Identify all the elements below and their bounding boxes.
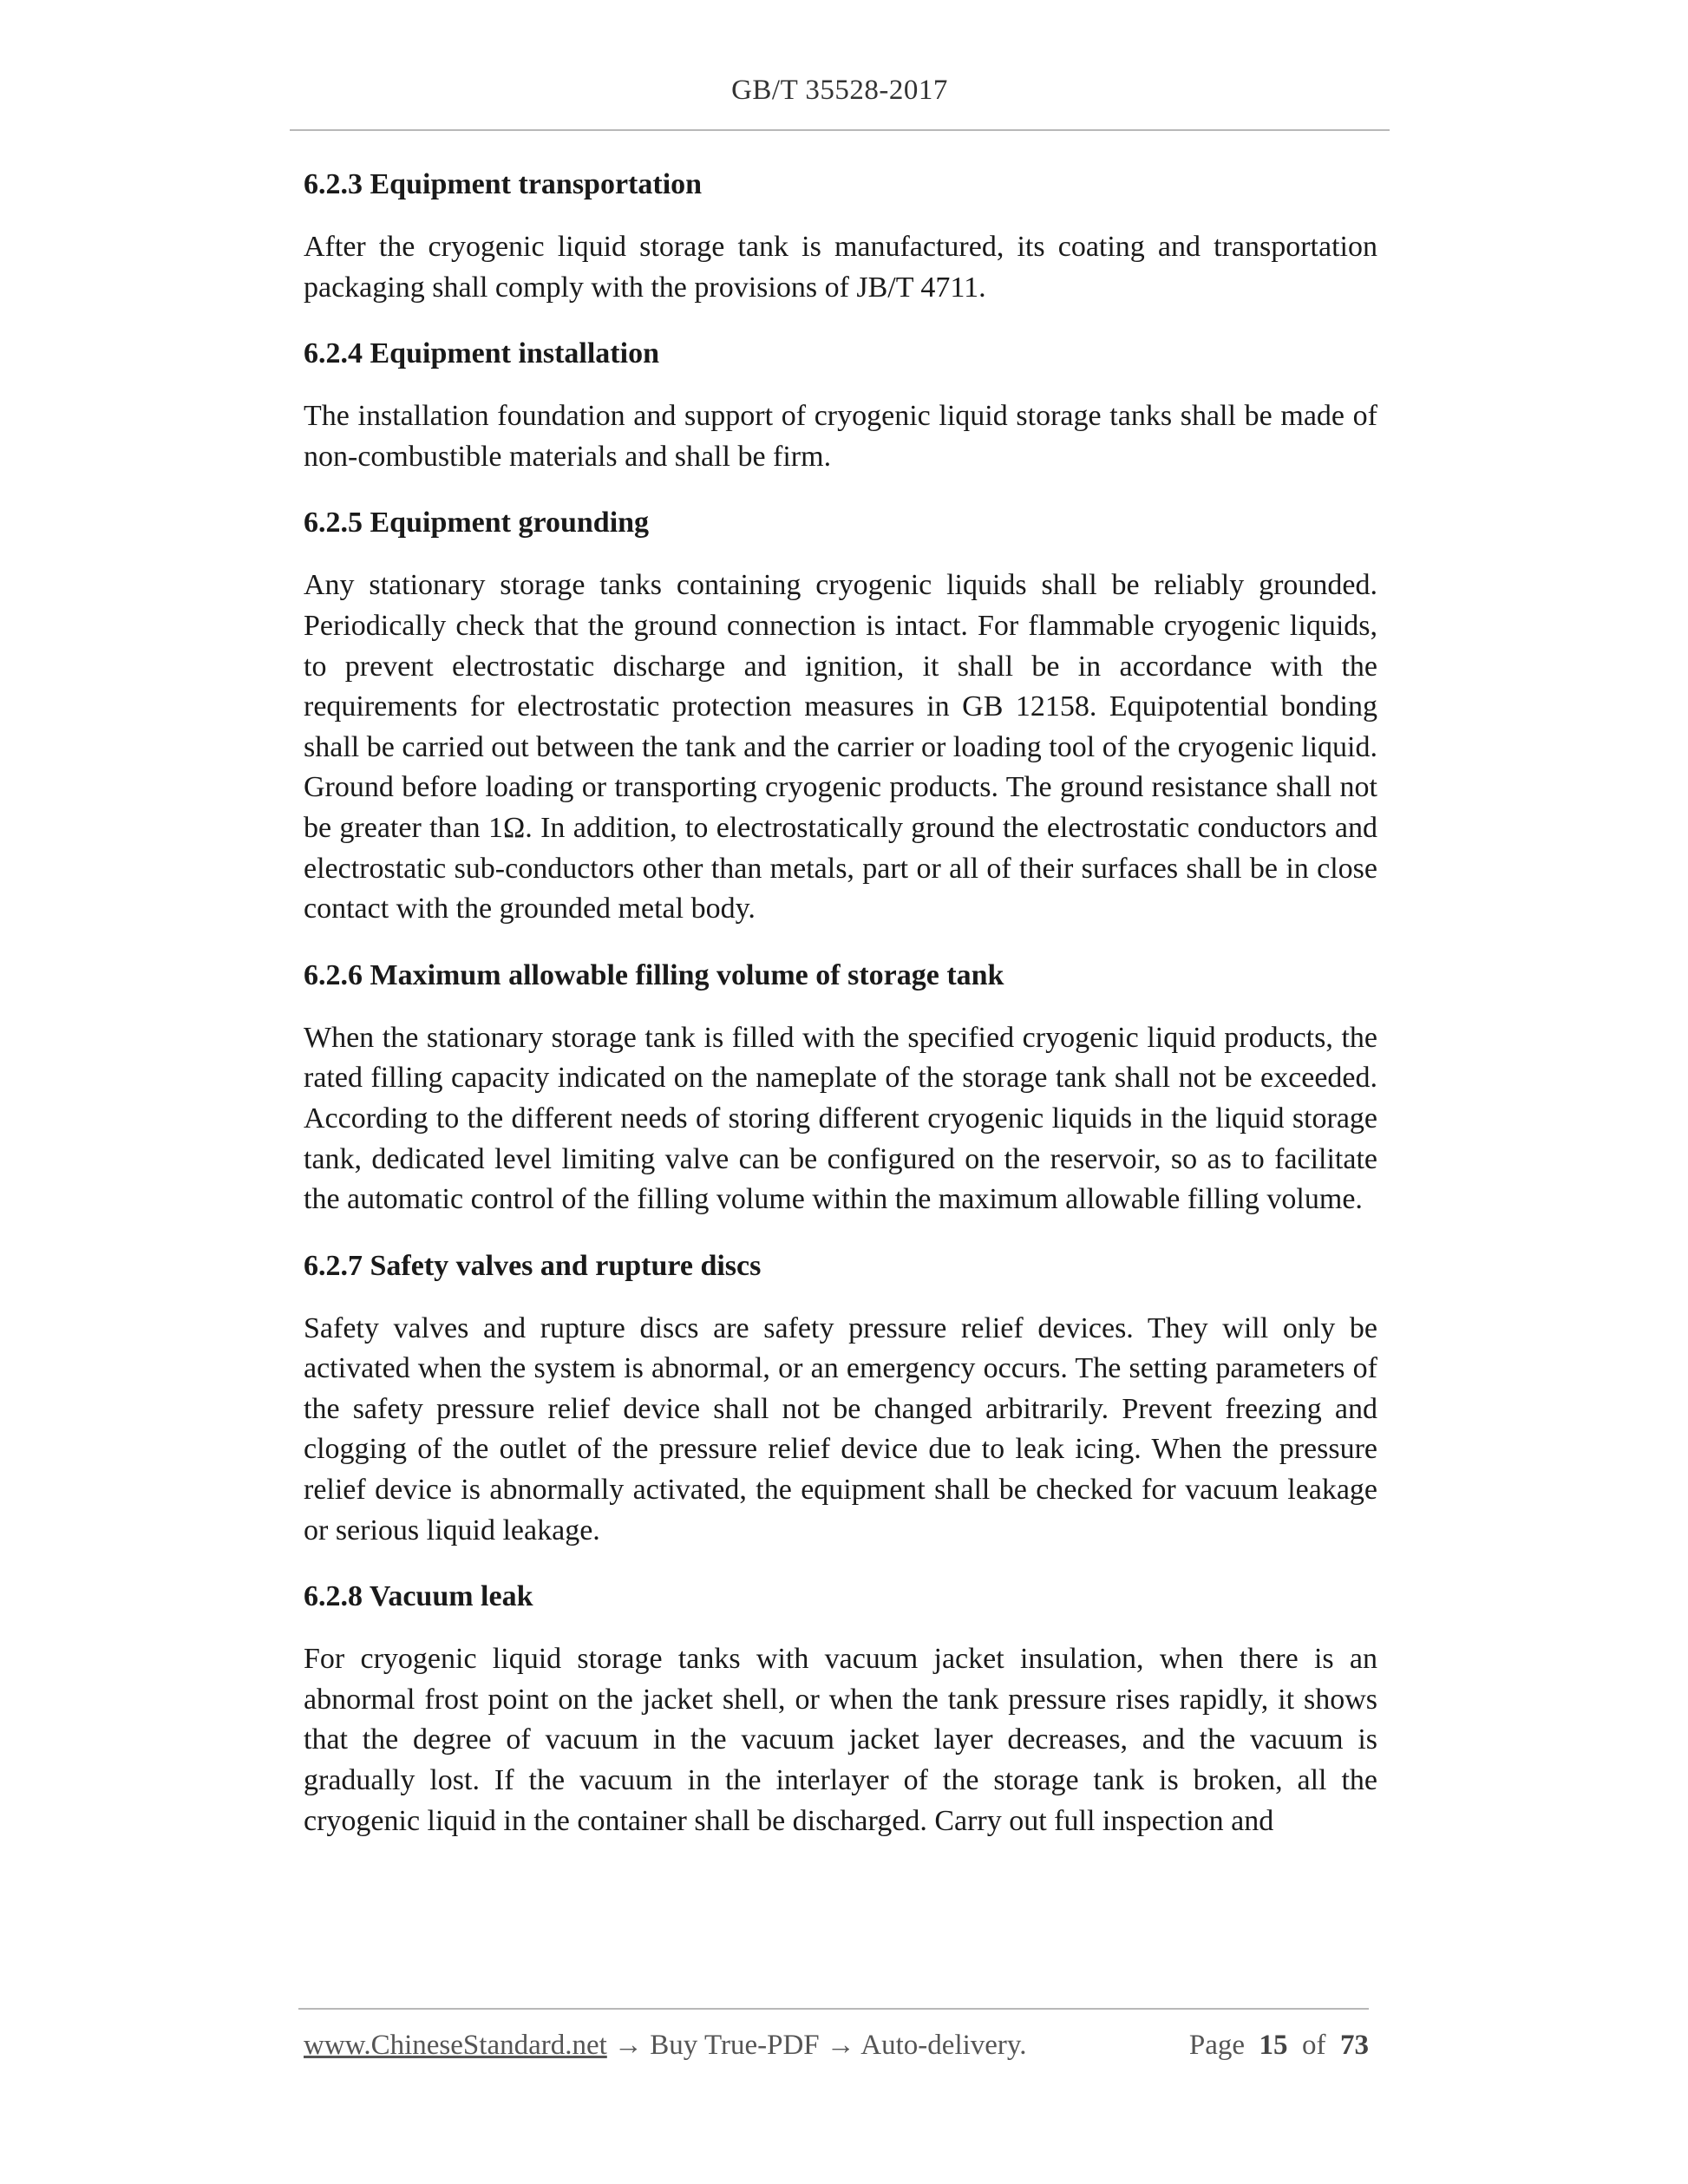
section-heading-6-2-8: 6.2.8 Vacuum leak xyxy=(304,1580,533,1613)
section-heading-6-2-3: 6.2.3 Equipment transportation xyxy=(304,168,703,200)
of-label: of xyxy=(1302,2030,1326,2061)
document-body xyxy=(304,165,1377,1867)
section-text-6-2-7: Safety valves and rupture discs are safety pressure relief devices. They will only be activated when the system is abnormal, or an emergency occurs. The setting parameters of the safety pressure relief device shall not be changed arbitrarily. Prevent freezing and clogging of the outlet of the pressure relief device due to leak icing. When the pressure relief device is abnormally activated, the equipment shall be checked for vacuum leakage or serious liquid leakage. xyxy=(304,1311,1377,1546)
section-text-6-2-3: After the cryogenic liquid storage tank is manufactured, its coating and transportation packaging shall comply with the provisions of JB/T 4711. xyxy=(304,231,1377,304)
section-heading-6-2-6: 6.2.6 Maximum allowable filling volume of storage tank xyxy=(304,958,1004,991)
total-pages: 73 xyxy=(1340,2030,1369,2061)
page-label: Page xyxy=(1188,2030,1245,2061)
section-heading-6-2-7: 6.2.7 Safety valves and rupture discs xyxy=(304,1249,762,1282)
site-link[interactable]: www.ChineseStandard.net xyxy=(304,2030,607,2061)
section-heading-6-2-4: 6.2.4 Equipment installation xyxy=(304,337,659,370)
page-number: 15 xyxy=(1259,2030,1288,2061)
section-text-6-2-5: Any stationary storage tanks containing cryogenic liquids shall be reliably grounded. Periodically check that the ground connection is intact. For flammable cryogenic liquids, to prevent electrostatic discharge and ignition, it shall be in accordance with the requirements for electrostatic protection measures in GB 12158. Equipotential bonding shall be carried out between the tank and the carrier or loading tool of the cryogenic liquid. Ground before loading or transporting cryogenic products. The ground resistance shall not be greater than 1Ω. In addition, to electrostatically ground the electrostatic conductors and electrostatic sub-conductors other than metals, part or all of their surfaces shall be in close contact with the grounded metal body. xyxy=(304,569,1377,925)
footer-promo xyxy=(304,2030,1027,2062)
section-text-6-2-8: For cryogenic liquid storage tanks with vacuum jacket insulation, when there is an abnormal frost point on the jacket shell, or when the tank pressure rises rapidly, it shows that the degree of vacuum in the vacuum jacket layer decreases, and the vacuum is gradually lost. If the vacuum in the interlayer of the storage tank is broken, all the cryogenic liquid in the container shall be discharged. Carry out full inspection and xyxy=(304,1643,1377,1837)
document-id-header: GB/T 35528-2017 xyxy=(731,75,948,106)
header-divider xyxy=(290,129,1390,131)
section-heading-6-2-5: 6.2.5 Equipment grounding xyxy=(304,507,650,539)
section-text-6-2-4: The installation foundation and support of cryogenic liquid storage tanks shall be made of non-combustible materials and shall be firm. xyxy=(304,400,1377,473)
page-indicator xyxy=(1189,2030,1369,2062)
footer-promo-text: → Buy True-PDF → Auto-delivery. xyxy=(606,2030,1027,2061)
section-text-6-2-6: When the stationary storage tank is filled with the specified cryogenic liquid products, the rated filling capacity indicated on the nameplate of the storage tank shall not be exceeded. According to the different needs of storing different cryogenic liquids in the liquid storage tank, dedicated level limiting valve can be configured on the reservoir, so as to facilitate the automatic control of the filling volume within the maximum allowable filling volume. xyxy=(304,1021,1377,1216)
footer-divider xyxy=(298,2008,1369,2010)
